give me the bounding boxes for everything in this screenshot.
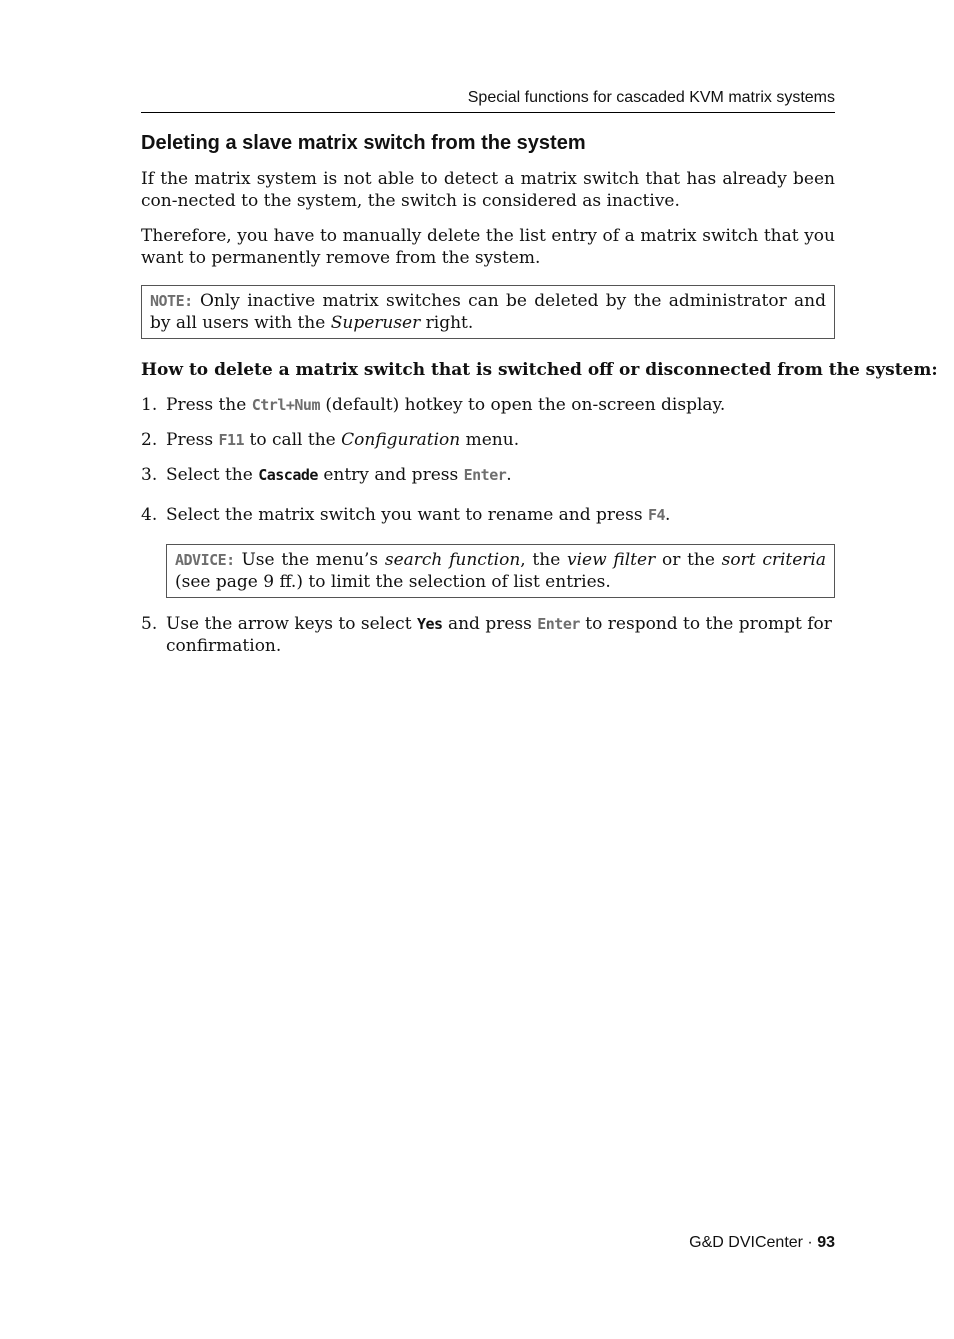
howto-heading: How to delete a matrix switch that is switched off or disconnected from the system: xyxy=(141,360,938,380)
footer-product: G&D DVICenter · xyxy=(689,1234,818,1251)
key-label: Enter xyxy=(537,615,580,633)
step-text: Select the Cascade entry and press Enter. xyxy=(166,465,512,485)
running-header: Special functions for cascaded KVM matrix systems xyxy=(141,88,835,113)
entry-label: Cascade xyxy=(258,466,318,484)
step-text: Press the Ctrl+Num (default) hotkey to open the on-screen display. xyxy=(166,395,726,415)
key-label: F4 xyxy=(647,506,666,524)
step-number: 1. xyxy=(141,395,158,415)
step-text: Press F11 to call the Configuration menu. xyxy=(166,430,520,450)
option-label: Yes xyxy=(416,615,443,633)
page-number: 93 xyxy=(817,1234,835,1251)
advice-label: ADVICE: xyxy=(175,551,235,569)
advice-box: ADVICE: Use the menu’s search function, the view filter or the sort criteria (see page 9 ff.) to limit the selection of list entries. xyxy=(166,544,835,598)
note-label: NOTE: xyxy=(150,292,193,310)
step-text: Select the matrix switch you want to rename and press F4. xyxy=(166,505,671,525)
paragraph-1: If the matrix system is not able to detect a matrix switch that has already been con-nected to the system, the switch is considered as inactive. xyxy=(141,169,835,211)
step-number: 2. xyxy=(141,430,158,450)
page-footer xyxy=(141,1233,835,1253)
hotkey-label: Ctrl+Num xyxy=(251,396,320,414)
note-italic: Superuser xyxy=(330,313,421,333)
paragraph-2: Therefore, you have to manually delete the list entry of a matrix switch that you want to permanently remove from the system. xyxy=(141,226,835,268)
note-text-1: Only inactive matrix switches can be deleted by the administrator and by all users with the xyxy=(150,291,826,333)
section-title: Deleting a slave matrix switch from the system xyxy=(141,132,586,154)
step-text: Use the arrow keys to select Yes and press Enter to respond to the prompt for confirmation. xyxy=(166,614,832,656)
step-number: 5. xyxy=(141,614,158,634)
document-page xyxy=(141,0,938,1339)
step-number: 4. xyxy=(141,505,158,525)
key-label: F11 xyxy=(218,431,245,449)
step-number: 3. xyxy=(141,465,158,485)
key-label: Enter xyxy=(463,466,507,484)
menu-name: Configuration xyxy=(341,430,461,450)
note-box xyxy=(141,285,835,339)
note-text-2: right. xyxy=(420,313,474,333)
